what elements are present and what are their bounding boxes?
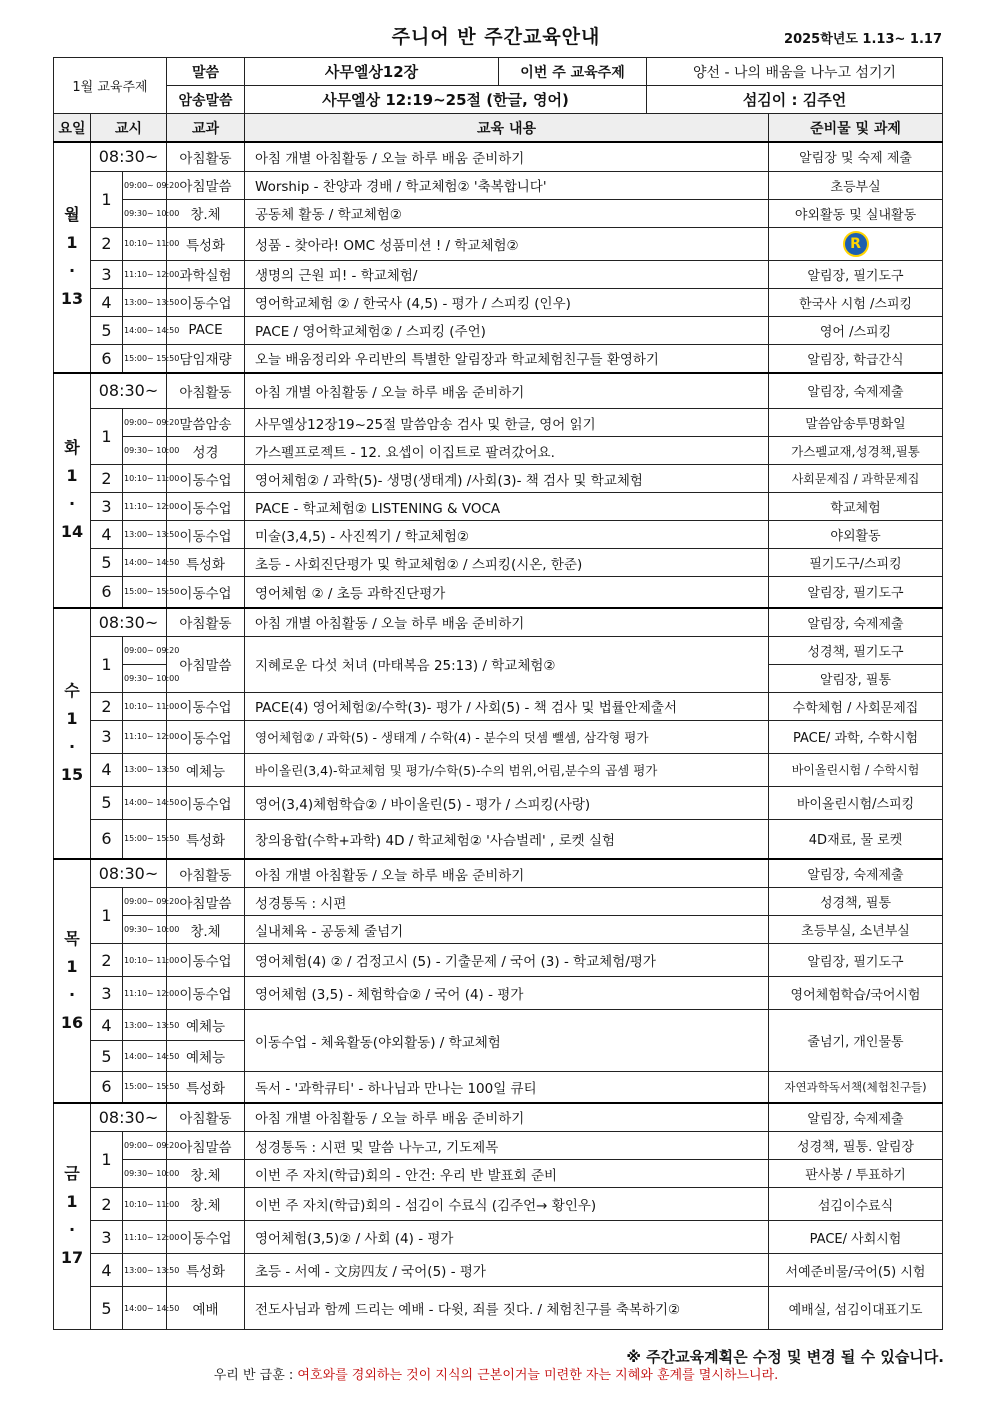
subject: 아침활동: [167, 373, 245, 409]
server-name: 섬김이 : 김주언: [647, 86, 943, 114]
prep: 4D재료, 물 로켓: [769, 819, 943, 859]
week-theme-label: 이번 주 교육주제: [499, 58, 647, 86]
time-range: 09:30~ 10:00: [123, 664, 167, 692]
period-number: 2: [91, 1188, 123, 1221]
header-period: 교시: [91, 114, 167, 143]
prep: 야외활동 및 실내활동: [769, 199, 943, 227]
subject: 아침말씀: [167, 888, 245, 916]
subject: 아침말씀: [167, 171, 245, 199]
day-cell-thu: 목 1 · 16: [54, 859, 91, 1103]
period-number: 6: [91, 1072, 123, 1103]
schedule-table: [53, 57, 943, 1330]
time-range: 15:00~ 15:50: [123, 819, 167, 859]
period-number: 1: [91, 1132, 123, 1188]
period-number: 3: [91, 977, 123, 1010]
prep: 영어 /스피킹: [769, 316, 943, 344]
time-830: 08:30~: [91, 1103, 167, 1132]
prep: 초등부실: [769, 171, 943, 199]
prep: 성경책, 필통. 알림장: [769, 1132, 943, 1160]
period-number: 4: [91, 1254, 123, 1287]
period-number: 5: [91, 549, 123, 577]
prep: 말씀암송투명화일: [769, 409, 943, 437]
time-range: 09:30~ 10:00: [123, 916, 167, 944]
prep: 서예준비물/국어(5) 시험: [769, 1254, 943, 1287]
content: 전도사님과 함께 드리는 예배 - 다윗, 죄를 짓다. / 체험친구를 축복하기②: [245, 1287, 769, 1330]
prep: 가스펠교재,성경책,필통: [769, 437, 943, 465]
time-range: 10:10~ 11:00: [123, 944, 167, 977]
period-number: 2: [91, 465, 123, 493]
subject: 창.체: [167, 1188, 245, 1221]
time-range: 09:00~ 09:20: [123, 1132, 167, 1160]
revision-note: ※ 주간교육계획은 수정 및 변경 될 수 있습니다.: [626, 1348, 944, 1366]
subject: 이동수업: [167, 944, 245, 977]
subject: 예체능: [167, 1010, 245, 1041]
content: 아침 개별 아침활동 / 오늘 하루 배움 준비하기: [245, 859, 769, 888]
time-range: 10:10~ 11:00: [123, 1188, 167, 1221]
period-number: 6: [91, 344, 123, 373]
content: 아침 개별 아침활동 / 오늘 하루 배움 준비하기: [245, 373, 769, 409]
prep: 한국사 시험 /스피킹: [769, 288, 943, 316]
period-number: 3: [91, 720, 123, 753]
content: 영어체험 ② / 초등 과학진단평가: [245, 577, 769, 608]
prep: 초등부실, 소년부실: [769, 916, 943, 944]
prep: 섬김이수료식: [769, 1188, 943, 1221]
time-range: 13:00~ 13:50: [123, 521, 167, 549]
school-year: 2025학년도 1.13~ 1.17: [784, 32, 942, 47]
content: 아침 개별 아침활동 / 오늘 하루 배움 준비하기: [245, 608, 769, 637]
subject: 이동수업: [167, 977, 245, 1010]
time-range: 09:30~ 10:00: [123, 199, 167, 227]
r-badge-icon: R: [843, 231, 869, 257]
prep: PACE/ 과학, 수학시험: [769, 720, 943, 753]
word-value: 사무엘상12장: [245, 58, 499, 86]
motto-label: 우리 반 급훈 :: [213, 1368, 294, 1383]
class-motto: [0, 1364, 992, 1383]
content: 아침 개별 아침활동 / 오늘 하루 배움 준비하기: [245, 1103, 769, 1132]
time-range: 09:00~ 09:20: [123, 636, 167, 664]
period-number: 1: [91, 888, 123, 944]
period-number: 3: [91, 260, 123, 288]
time-range: 09:30~ 10:00: [123, 1160, 167, 1188]
day-cell-tue: 화 1 · 14: [54, 373, 91, 608]
subject: 예체능: [167, 1041, 245, 1072]
prep: 알림장, 숙제제출: [769, 373, 943, 409]
content: PACE / 영어학교체험② / 스피킹 (주언): [245, 316, 769, 344]
subject: 성경: [167, 437, 245, 465]
time-range: 11:10~ 12:00: [123, 493, 167, 521]
content: 창의융합(수학+과학) 4D / 학교체험② '사슴벌레' , 로켓 실험: [245, 819, 769, 859]
month-theme-label: 1월 교육주제: [54, 58, 167, 114]
subject: 아침말씀: [167, 636, 245, 692]
header-prep: 준비물 및 과제: [769, 114, 943, 143]
time-range: 10:10~ 11:00: [123, 227, 167, 260]
subject: 특성화: [167, 1072, 245, 1103]
subject: 이동수업: [167, 577, 245, 608]
content: 바이올린(3,4)-학교체험 및 평가/수학(5)-수의 범위,어림,분수의 곱셈 평가: [245, 753, 769, 786]
prep: 알림장, 필기도구: [769, 260, 943, 288]
period-number: 6: [91, 819, 123, 859]
subject: 아침활동: [167, 1103, 245, 1132]
subject: 특성화: [167, 227, 245, 260]
content: 이번 주 자치(학급)회의 - 섬김이 수료식 (김주언→ 황인우): [245, 1188, 769, 1221]
content: 성경통독 : 시편: [245, 888, 769, 916]
period-number: 6: [91, 577, 123, 608]
time-range: 09:00~ 09:20: [123, 409, 167, 437]
period-number: 1: [91, 409, 123, 465]
period-number: 2: [91, 692, 123, 720]
time-range: 10:10~ 11:00: [123, 692, 167, 720]
time-range: 15:00~ 15:50: [123, 1072, 167, 1103]
prep: 사회문제집 / 과학문제집: [769, 465, 943, 493]
content: Worship - 찬양과 경배 / 학교체험② '축복합니다': [245, 171, 769, 199]
day-cell-mon: 월 1 · 13: [54, 142, 91, 373]
subject: 아침활동: [167, 859, 245, 888]
content: 미술(3,4,5) - 사진찍기 / 학교체험②: [245, 521, 769, 549]
subject: 이동수업: [167, 493, 245, 521]
period-number: 1: [91, 636, 123, 692]
content: 사무엘상12장19~25절 말씀암송 검사 및 한글, 영어 읽기: [245, 409, 769, 437]
prep: 알림장, 필기도구: [769, 944, 943, 977]
subject: PACE: [167, 316, 245, 344]
memory-value: 사무엘상 12:19~25절 (한글, 영어): [245, 86, 647, 114]
content: 영어체험(3,5)② / 사회 (4) - 평가: [245, 1221, 769, 1254]
content: 생명의 근원 피! - 학교체험/: [245, 260, 769, 288]
word-label: 말씀: [167, 58, 245, 86]
prep: 알림장 및 숙제 제출: [769, 142, 943, 171]
prep: 줄넘기, 개인물통: [769, 1010, 943, 1072]
period-number: 5: [91, 1287, 123, 1330]
prep: 학교체험: [769, 493, 943, 521]
time-range: 13:00~ 13:50: [123, 753, 167, 786]
day-cell-wed: 수 1 · 15: [54, 608, 91, 860]
memory-label: 암송말씀: [167, 86, 245, 114]
subject: 담임재량: [167, 344, 245, 373]
time-range: 10:10~ 11:00: [123, 465, 167, 493]
content: 이번 주 자치(학급)회의 - 안건: 우리 반 발표회 준비: [245, 1160, 769, 1188]
prep: 바이올린시험 / 수학시험: [769, 753, 943, 786]
motto-text: 여호와를 경외하는 것이 지식의 근본이거늘 미련한 자는 지혜와 훈계를 멸시하느니라.: [297, 1368, 779, 1383]
subject: 이동수업: [167, 465, 245, 493]
period-number: 2: [91, 944, 123, 977]
subject: 창.체: [167, 916, 245, 944]
prep-badge: [769, 227, 943, 260]
time-range: 09:00~ 09:20: [123, 888, 167, 916]
prep: 필기도구/스피킹: [769, 549, 943, 577]
content: 초등 - 서예 - 文房四友 / 국어(5) - 평가: [245, 1254, 769, 1287]
content: 이동수업 - 체육활동(야외활동) / 학교체험: [245, 1010, 769, 1072]
prep: 성경책, 필통: [769, 888, 943, 916]
content: 영어(3,4)체험학습② / 바이올린(5) - 평가 / 스피킹(사랑): [245, 786, 769, 819]
time-range: 11:10~ 12:00: [123, 977, 167, 1010]
period-number: 1: [91, 171, 123, 227]
prep: 야외활동: [769, 521, 943, 549]
content: 실내체육 - 공동체 줄넘기: [245, 916, 769, 944]
subject: 이동수업: [167, 786, 245, 819]
subject: 이동수업: [167, 521, 245, 549]
prep: 예배실, 섬김이대표기도: [769, 1287, 943, 1330]
period-number: 4: [91, 753, 123, 786]
subject: 특성화: [167, 549, 245, 577]
period-number: 4: [91, 1010, 123, 1041]
time-range: 11:10~ 12:00: [123, 720, 167, 753]
period-number: 3: [91, 1221, 123, 1254]
subject: 창.체: [167, 199, 245, 227]
prep: PACE/ 사회시험: [769, 1221, 943, 1254]
subject: 이동수업: [167, 288, 245, 316]
period-number: 3: [91, 493, 123, 521]
time-range: 14:00~ 14:50: [123, 549, 167, 577]
subject: 특성화: [167, 819, 245, 859]
header-content: 교육 내용: [245, 114, 769, 143]
header-day: 요일: [54, 114, 91, 143]
time-range: 09:30~ 10:00: [123, 437, 167, 465]
prep: 알림장, 필통: [769, 664, 943, 692]
content: 성품 - 찾아라! OMC 성품미션 ! / 학교체험②: [245, 227, 769, 260]
prep: 영어체험학습/국어시험: [769, 977, 943, 1010]
subject: 이동수업: [167, 720, 245, 753]
subject: 예체능: [167, 753, 245, 786]
time-range: 13:00~ 13:50: [123, 1254, 167, 1287]
time-830: 08:30~: [91, 373, 167, 409]
content: 성경통독 : 시편 및 말씀 나누고, 기도제목: [245, 1132, 769, 1160]
content: 영어체험② / 과학(5)- 생명(생태계) /사회(3)- 책 검사 및 학교체험: [245, 465, 769, 493]
time-range: 14:00~ 14:50: [123, 1041, 167, 1072]
time-range: 15:00~ 15:50: [123, 344, 167, 373]
period-number: 5: [91, 1041, 123, 1072]
header-subject: 교과: [167, 114, 245, 143]
prep: 알림장, 숙제제출: [769, 859, 943, 888]
content: 영어체험(4) ② / 검정고시 (5) - 기출문제 / 국어 (3) - 학교체험/평가: [245, 944, 769, 977]
subject: 말씀암송: [167, 409, 245, 437]
prep: 바이올린시험/스피킹: [769, 786, 943, 819]
prep: 알림장, 학급간식: [769, 344, 943, 373]
content: 초등 - 사회진단평가 및 학교체험② / 스피킹(시온, 한준): [245, 549, 769, 577]
content: PACE - 학교체험② LISTENING & VOCA: [245, 493, 769, 521]
subject: 과학실험: [167, 260, 245, 288]
page-title: 주니어 반 주간교육안내: [391, 26, 601, 48]
time-range: 13:00~ 13:50: [123, 288, 167, 316]
period-number: 4: [91, 521, 123, 549]
week-theme-value: 양선 - 나의 배움을 나누고 섬기기: [647, 58, 943, 86]
day-cell-fri: 금 1 · 17: [54, 1103, 91, 1330]
subject: 예배: [167, 1287, 245, 1330]
time-range: 14:00~ 14:50: [123, 1287, 167, 1330]
time-range: 14:00~ 14:50: [123, 316, 167, 344]
content: 공동체 활동 / 학교체험②: [245, 199, 769, 227]
content: 가스펠프로젝트 - 12. 요셉이 이집트로 팔려갔어요.: [245, 437, 769, 465]
content: 영어체험 (3,5) - 체험학습② / 국어 (4) - 평가: [245, 977, 769, 1010]
subject: 이동수업: [167, 1221, 245, 1254]
subject: 이동수업: [167, 692, 245, 720]
subject: 아침활동: [167, 608, 245, 637]
content: 영어학교체험 ② / 한국사 (4,5) - 평가 / 스피킹 (인우): [245, 288, 769, 316]
prep: 수학체험 / 사회문제집: [769, 692, 943, 720]
prep: 자연과학독서책(체험친구들): [769, 1072, 943, 1103]
time-range: 09:00~ 09:20: [123, 171, 167, 199]
prep: 알림장, 필기도구: [769, 577, 943, 608]
subject: 아침말씀: [167, 1132, 245, 1160]
prep: 성경책, 필기도구: [769, 636, 943, 664]
content: 오늘 배움정리와 우리반의 특별한 알림장과 학교체험친구들 환영하기: [245, 344, 769, 373]
content: 지혜로운 다섯 처녀 (마태복음 25:13) / 학교체험②: [245, 636, 769, 692]
prep: 판사봉 / 투표하기: [769, 1160, 943, 1188]
time-830: 08:30~: [91, 608, 167, 637]
period-number: 4: [91, 288, 123, 316]
time-830: 08:30~: [91, 859, 167, 888]
content: 독서 - '과학큐티' - 하나님과 만나는 100일 큐티: [245, 1072, 769, 1103]
content: 영어체험② / 과학(5) - 생태계 / 수학(4) - 분수의 덧셈 뺄셈, 삼각형 평가: [245, 720, 769, 753]
subject: 특성화: [167, 1254, 245, 1287]
time-range: 15:00~ 15:50: [123, 577, 167, 608]
time-range: 11:10~ 12:00: [123, 260, 167, 288]
subject: 아침활동: [167, 142, 245, 171]
period-number: 5: [91, 786, 123, 819]
content: PACE(4) 영어체험②/수학(3)- 평가 / 사회(5) - 책 검사 및 법률안제출서: [245, 692, 769, 720]
period-number: 5: [91, 316, 123, 344]
content: 아침 개별 아침활동 / 오늘 하루 배움 준비하기: [245, 142, 769, 171]
time-range: 13:00~ 13:50: [123, 1010, 167, 1041]
period-number: 2: [91, 227, 123, 260]
time-830: 08:30~: [91, 142, 167, 171]
prep: 알림장, 숙제제출: [769, 1103, 943, 1132]
time-range: 11:10~ 12:00: [123, 1221, 167, 1254]
prep: 알림장, 숙제제출: [769, 608, 943, 637]
time-range: 14:00~ 14:50: [123, 786, 167, 819]
subject: 창.체: [167, 1160, 245, 1188]
